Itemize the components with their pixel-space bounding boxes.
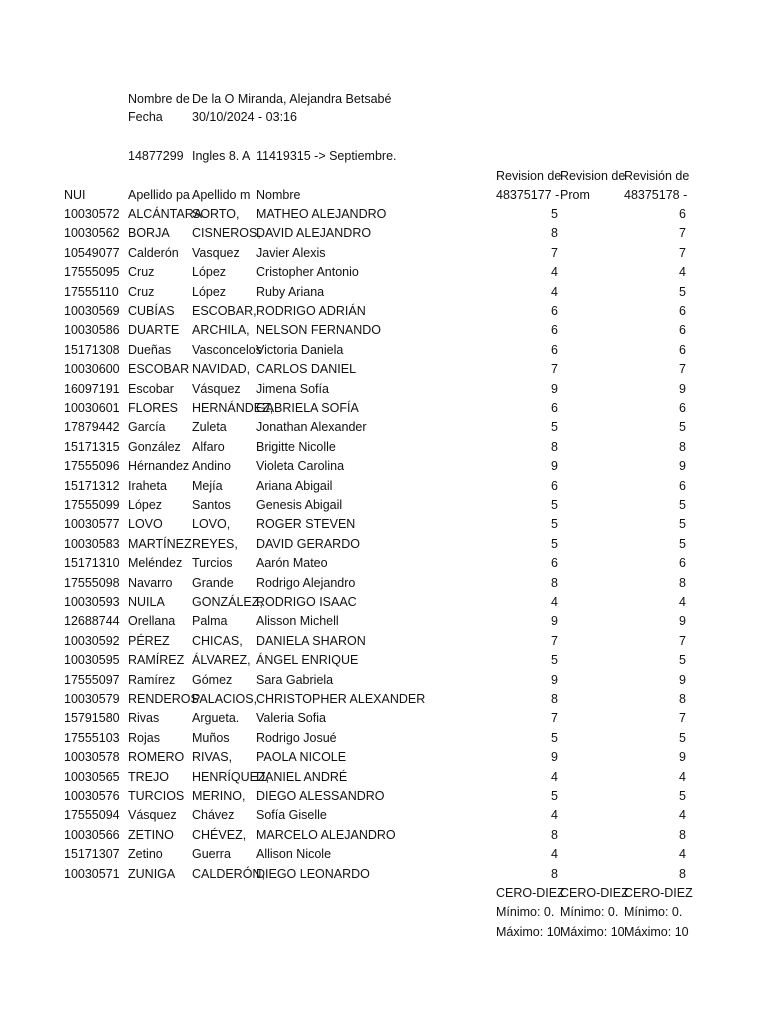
row-nombre: CHRISTOPHER ALEXANDER bbox=[256, 692, 426, 706]
row-apellido-materno: Grande bbox=[192, 576, 234, 590]
row-revision3-grade: 4 bbox=[679, 595, 686, 609]
row-revision1-grade: 4 bbox=[551, 770, 558, 784]
row-nui: 15171312 bbox=[64, 479, 120, 493]
row-prom-grade bbox=[560, 574, 622, 593]
row-prom-grade bbox=[560, 360, 622, 379]
row-apellido-materno: Argueta. bbox=[192, 711, 240, 725]
row-nui: 17555094 bbox=[64, 808, 120, 822]
minimo-1: Mínimo: 0. bbox=[496, 905, 555, 919]
row-revision1-grade: 5 bbox=[551, 207, 558, 221]
row-nui: 10030601 bbox=[64, 401, 120, 415]
row-revision3-grade: 9 bbox=[679, 614, 686, 628]
row-nui: 17555103 bbox=[64, 731, 120, 745]
row-apellido-materno: Zuleta bbox=[192, 420, 227, 434]
row-prom-grade bbox=[560, 690, 622, 709]
row-nui: 15171308 bbox=[64, 343, 120, 357]
row-revision3-grade: 6 bbox=[679, 556, 686, 570]
row-nombre: Rodrigo Alejandro bbox=[256, 576, 356, 590]
row-nui: 10030576 bbox=[64, 789, 120, 803]
row-nombre: GABRIELA SOFÍA bbox=[256, 401, 359, 415]
row-nombre: Victoria Daniela bbox=[256, 343, 344, 357]
row-apellido-paterno: ZUNIGA bbox=[128, 867, 176, 881]
row-apellido-materno: Alfaro bbox=[192, 440, 225, 454]
row-revision1-grade: 6 bbox=[551, 304, 558, 318]
row-apellido-materno: Vasconcelos bbox=[192, 343, 262, 357]
row-prom-grade bbox=[560, 515, 622, 534]
row-nui: 17879442 bbox=[64, 420, 120, 434]
row-apellido-materno: Vásquez bbox=[192, 382, 241, 396]
row-nombre: Cristopher Antonio bbox=[256, 265, 359, 279]
row-apellido-materno: Guerra bbox=[192, 847, 231, 861]
row-revision1-grade: 9 bbox=[551, 459, 558, 473]
row-apellido-paterno: Cruz bbox=[128, 265, 155, 279]
row-revision3-grade: 4 bbox=[679, 847, 686, 861]
row-revision3-grade: 5 bbox=[679, 420, 686, 434]
row-revision1-grade: 4 bbox=[551, 285, 558, 299]
row-revision3-grade: 8 bbox=[679, 692, 686, 706]
row-nui: 12688744 bbox=[64, 614, 120, 628]
row-apellido-materno: HERNÁNDEZ, bbox=[192, 401, 274, 415]
row-apellido-paterno: Ramírez bbox=[128, 673, 176, 687]
row-apellido-paterno: Navarro bbox=[128, 576, 173, 590]
row-nui: 15171307 bbox=[64, 847, 120, 861]
row-revision1-grade: 8 bbox=[551, 867, 558, 881]
row-nombre: Aarón Mateo bbox=[256, 556, 328, 570]
row-prom-grade bbox=[560, 380, 622, 399]
row-nui: 17555097 bbox=[64, 673, 120, 687]
row-apellido-paterno: González bbox=[128, 440, 181, 454]
row-revision1-grade: 6 bbox=[551, 343, 558, 357]
row-revision3-grade: 6 bbox=[679, 207, 686, 221]
row-apellido-paterno: PÉREZ bbox=[128, 634, 170, 648]
row-revision1-grade: 5 bbox=[551, 498, 558, 512]
row-apellido-materno: Turcios bbox=[192, 556, 233, 570]
row-revision1-grade: 5 bbox=[551, 537, 558, 551]
row-apellido-paterno: CUBÍAS bbox=[128, 304, 175, 318]
col-header-apellido2: Apellido m bbox=[192, 188, 251, 202]
row-revision3-grade: 9 bbox=[679, 382, 686, 396]
row-nui: 10030565 bbox=[64, 770, 120, 784]
row-revision1-grade: 5 bbox=[551, 731, 558, 745]
row-apellido-paterno: Orellana bbox=[128, 614, 176, 628]
row-nui: 10030583 bbox=[64, 537, 120, 551]
row-prom-grade bbox=[560, 729, 622, 748]
row-apellido-materno: HENRÍQUEZ, bbox=[192, 770, 270, 784]
row-prom-grade bbox=[560, 768, 622, 787]
row-apellido-materno: LOVO, bbox=[192, 517, 231, 531]
row-apellido-materno: GONZÁLEZ, bbox=[192, 595, 263, 609]
row-apellido-paterno: MARTÍNEZ bbox=[128, 537, 192, 551]
row-revision1-grade: 8 bbox=[551, 576, 558, 590]
row-revision3-grade: 5 bbox=[679, 498, 686, 512]
row-apellido-paterno: Zetino bbox=[128, 847, 163, 861]
row-apellido-paterno: Iraheta bbox=[128, 479, 167, 493]
row-revision1-grade: 4 bbox=[551, 808, 558, 822]
row-apellido-paterno: TURCIOS bbox=[128, 789, 185, 803]
minimo-3: Mínimo: 0. bbox=[624, 905, 683, 919]
row-apellido-materno: ARCHILA, bbox=[192, 323, 250, 337]
row-revision3-grade: 5 bbox=[679, 285, 686, 299]
row-nui: 17555096 bbox=[64, 459, 120, 473]
row-nui: 10030595 bbox=[64, 653, 120, 667]
row-apellido-materno: CALDERÓN, bbox=[192, 867, 265, 881]
row-apellido-materno: CISNEROS, bbox=[192, 226, 261, 240]
row-nombre: Genesis Abigail bbox=[256, 498, 343, 512]
row-nombre: RODRIGO ADRIÁN bbox=[256, 304, 366, 318]
col-header-prom: Prom bbox=[560, 188, 590, 202]
row-apellido-paterno: ESCOBAR bbox=[128, 362, 190, 376]
row-nombre: Rodrigo Josué bbox=[256, 731, 337, 745]
row-apellido-paterno: BORJA bbox=[128, 226, 170, 240]
row-prom-grade bbox=[560, 418, 622, 437]
row-apellido-materno: Gómez bbox=[192, 673, 233, 687]
fecha-label: Fecha bbox=[128, 110, 163, 124]
row-revision3-grade: 6 bbox=[679, 401, 686, 415]
row-nui: 10030593 bbox=[64, 595, 120, 609]
row-apellido-materno: López bbox=[192, 265, 227, 279]
row-nui: 10030586 bbox=[64, 323, 120, 337]
row-nui: 10030578 bbox=[64, 750, 120, 764]
col-header-revision3-id: 48375178 - bbox=[624, 188, 688, 202]
row-revision3-grade: 5 bbox=[679, 731, 686, 745]
row-nombre: NELSON FERNANDO bbox=[256, 323, 382, 337]
scale-2: CERO-DIEZ bbox=[560, 886, 629, 900]
row-nombre: RODRIGO ISAAC bbox=[256, 595, 357, 609]
row-prom-grade bbox=[560, 748, 622, 767]
row-apellido-paterno: LOVO bbox=[128, 517, 163, 531]
row-prom-grade bbox=[560, 787, 622, 806]
row-revision3-grade: 9 bbox=[679, 750, 686, 764]
row-revision3-grade: 4 bbox=[679, 265, 686, 279]
row-revision1-grade: 6 bbox=[551, 323, 558, 337]
row-revision1-grade: 9 bbox=[551, 673, 558, 687]
row-prom-grade bbox=[560, 457, 622, 476]
row-prom-grade bbox=[560, 826, 622, 845]
revision1-header: Revision de bbox=[496, 169, 562, 183]
row-apellido-paterno: García bbox=[128, 420, 166, 434]
col-header-revision1-id: 48375177 - bbox=[496, 188, 560, 202]
row-apellido-paterno: Rojas bbox=[128, 731, 160, 745]
row-apellido-materno: Andino bbox=[192, 459, 231, 473]
row-apellido-paterno: Vásquez bbox=[128, 808, 177, 822]
row-apellido-materno: ESCOBAR, bbox=[192, 304, 257, 318]
maximo-2: Máximo: 10 bbox=[560, 925, 625, 939]
row-apellido-materno: CHÉVEZ, bbox=[192, 828, 247, 842]
row-apellido-paterno: Meléndez bbox=[128, 556, 183, 570]
row-apellido-paterno: Dueñas bbox=[128, 343, 172, 357]
row-prom-grade bbox=[560, 709, 622, 728]
row-prom-grade bbox=[560, 612, 622, 631]
row-nui: 17555095 bbox=[64, 265, 120, 279]
row-nui: 10030562 bbox=[64, 226, 120, 240]
row-nui: 16097191 bbox=[64, 382, 120, 396]
row-revision3-grade: 5 bbox=[679, 653, 686, 667]
row-revision3-grade: 7 bbox=[679, 246, 686, 260]
row-prom-grade bbox=[560, 632, 622, 651]
row-nombre: Valeria Sofia bbox=[256, 711, 326, 725]
row-apellido-materno: Chávez bbox=[192, 808, 235, 822]
row-apellido-materno: SORTO, bbox=[192, 207, 240, 221]
row-apellido-materno: López bbox=[192, 285, 227, 299]
row-prom-grade bbox=[560, 283, 622, 302]
row-apellido-paterno: Hérnandez bbox=[128, 459, 190, 473]
row-nombre: Jimena Sofía bbox=[256, 382, 329, 396]
row-nombre: Alisson Michell bbox=[256, 614, 339, 628]
row-revision1-grade: 4 bbox=[551, 595, 558, 609]
row-apellido-paterno: Cruz bbox=[128, 285, 155, 299]
row-revision1-grade: 7 bbox=[551, 362, 558, 376]
row-nui: 10030600 bbox=[64, 362, 120, 376]
row-nui: 10030592 bbox=[64, 634, 120, 648]
row-apellido-materno: Vasquez bbox=[192, 246, 240, 260]
row-revision3-grade: 7 bbox=[679, 634, 686, 648]
row-nombre: PAOLA NICOLE bbox=[256, 750, 347, 764]
row-nombre: ÁNGEL ENRIQUE bbox=[256, 653, 359, 667]
row-revision1-grade: 5 bbox=[551, 517, 558, 531]
row-prom-grade bbox=[560, 244, 622, 263]
row-revision1-grade: 6 bbox=[551, 479, 558, 493]
row-nui: 15171310 bbox=[64, 556, 120, 570]
row-nui: 10030577 bbox=[64, 517, 120, 531]
row-revision1-grade: 8 bbox=[551, 440, 558, 454]
row-prom-grade bbox=[560, 302, 622, 321]
row-revision3-grade: 6 bbox=[679, 304, 686, 318]
row-nui: 10030569 bbox=[64, 304, 120, 318]
row-revision3-grade: 8 bbox=[679, 828, 686, 842]
minimo-2: Mínimo: 0. bbox=[560, 905, 619, 919]
row-revision3-grade: 6 bbox=[679, 323, 686, 337]
row-apellido-materno: Santos bbox=[192, 498, 231, 512]
row-nui: 10030571 bbox=[64, 867, 120, 881]
row-apellido-materno: MERINO, bbox=[192, 789, 246, 803]
row-nombre: DANIEL ANDRÉ bbox=[256, 770, 348, 784]
row-revision1-grade: 8 bbox=[551, 226, 558, 240]
row-revision3-grade: 4 bbox=[679, 770, 686, 784]
nombre-label: Nombre de bbox=[128, 92, 190, 106]
row-nombre: DIEGO ALESSANDRO bbox=[256, 789, 385, 803]
row-nombre: DAVID ALEJANDRO bbox=[256, 226, 372, 240]
row-nombre: Javier Alexis bbox=[256, 246, 326, 260]
row-nui: 10030572 bbox=[64, 207, 120, 221]
row-nombre: DAVID GERARDO bbox=[256, 537, 360, 551]
row-nombre: Allison Nicole bbox=[256, 847, 332, 861]
row-nombre: MARCELO ALEJANDRO bbox=[256, 828, 396, 842]
row-apellido-paterno: ROMERO bbox=[128, 750, 185, 764]
row-revision1-grade: 8 bbox=[551, 692, 558, 706]
row-revision3-grade: 6 bbox=[679, 343, 686, 357]
row-nui: 10030579 bbox=[64, 692, 120, 706]
row-nui: 10549077 bbox=[64, 246, 120, 260]
row-revision3-grade: 5 bbox=[679, 537, 686, 551]
row-revision3-grade: 7 bbox=[679, 226, 686, 240]
scale-1: CERO-DIEZ bbox=[496, 886, 565, 900]
row-revision3-grade: 9 bbox=[679, 673, 686, 687]
row-nui: 15791580 bbox=[64, 711, 120, 725]
row-nombre: CARLOS DANIEL bbox=[256, 362, 357, 376]
col-header-nui: NUI bbox=[64, 188, 86, 202]
row-revision3-grade: 7 bbox=[679, 711, 686, 725]
row-prom-grade bbox=[560, 651, 622, 670]
row-prom-grade bbox=[560, 321, 622, 340]
row-prom-grade bbox=[560, 671, 622, 690]
row-apellido-paterno: DUARTE bbox=[128, 323, 180, 337]
row-apellido-paterno: Calderón bbox=[128, 246, 179, 260]
row-prom-grade bbox=[560, 477, 622, 496]
row-nombre: Sara Gabriela bbox=[256, 673, 334, 687]
row-nombre: Jonathan Alexander bbox=[256, 420, 367, 434]
row-revision3-grade: 8 bbox=[679, 576, 686, 590]
row-prom-grade bbox=[560, 535, 622, 554]
fecha-value: 30/10/2024 - 03:16 bbox=[192, 110, 297, 124]
row-nui: 15171315 bbox=[64, 440, 120, 454]
row-revision1-grade: 5 bbox=[551, 789, 558, 803]
row-prom-grade bbox=[560, 205, 622, 224]
row-revision1-grade: 9 bbox=[551, 614, 558, 628]
row-apellido-paterno: RENDEROS bbox=[128, 692, 199, 706]
row-prom-grade bbox=[560, 263, 622, 282]
row-revision1-grade: 7 bbox=[551, 634, 558, 648]
col-header-apellido1: Apellido pa bbox=[128, 188, 190, 202]
row-apellido-materno: Muños bbox=[192, 731, 230, 745]
row-apellido-materno: NAVIDAD, bbox=[192, 362, 251, 376]
row-apellido-materno: Mejía bbox=[192, 479, 223, 493]
row-revision3-grade: 7 bbox=[679, 362, 686, 376]
maximo-1: Máximo: 10 bbox=[496, 925, 561, 939]
revision3-header: Revisión de bbox=[624, 169, 690, 183]
row-apellido-paterno: RAMÍREZ bbox=[128, 653, 185, 667]
row-nombre: ROGER STEVEN bbox=[256, 517, 356, 531]
row-prom-grade bbox=[560, 496, 622, 515]
row-nombre: Brigitte Nicolle bbox=[256, 440, 336, 454]
row-apellido-paterno: TREJO bbox=[128, 770, 169, 784]
row-revision1-grade: 7 bbox=[551, 711, 558, 725]
period: 11419315 -> Septiembre. bbox=[256, 149, 397, 163]
row-nombre: MATHEO ALEJANDRO bbox=[256, 207, 387, 221]
row-nombre: DANIELA SHARON bbox=[256, 634, 366, 648]
row-apellido-paterno: NUILA bbox=[128, 595, 165, 609]
row-revision1-grade: 5 bbox=[551, 653, 558, 667]
row-prom-grade bbox=[560, 438, 622, 457]
revision2-header: Revision de bbox=[560, 169, 626, 183]
row-revision3-grade: 5 bbox=[679, 517, 686, 531]
row-prom-grade bbox=[560, 341, 622, 360]
row-nui: 17555110 bbox=[64, 285, 119, 299]
row-revision1-grade: 4 bbox=[551, 265, 558, 279]
row-nui: 17555099 bbox=[64, 498, 120, 512]
row-nombre: Ariana Abigail bbox=[256, 479, 333, 493]
row-revision1-grade: 9 bbox=[551, 382, 558, 396]
scale-3: CERO-DIEZ bbox=[624, 886, 693, 900]
row-apellido-paterno: ZETINO bbox=[128, 828, 174, 842]
row-revision1-grade: 4 bbox=[551, 847, 558, 861]
row-prom-grade bbox=[560, 554, 622, 573]
row-apellido-materno: PALACIOS, bbox=[192, 692, 258, 706]
row-prom-grade bbox=[560, 399, 622, 418]
row-revision1-grade: 6 bbox=[551, 401, 558, 415]
row-apellido-paterno: ALCÁNTARA bbox=[128, 207, 203, 221]
row-revision3-grade: 8 bbox=[679, 867, 686, 881]
row-prom-grade bbox=[560, 224, 622, 243]
row-revision3-grade: 6 bbox=[679, 479, 686, 493]
group-code: 14877299 bbox=[128, 149, 184, 163]
row-apellido-materno: ÁLVAREZ, bbox=[192, 653, 251, 667]
nombre-value: De la O Miranda, Alejandra Betsabé bbox=[192, 92, 392, 106]
row-revision1-grade: 7 bbox=[551, 246, 558, 260]
row-apellido-paterno: Rivas bbox=[128, 711, 160, 725]
row-nombre: Sofía Giselle bbox=[256, 808, 327, 822]
group-name: Ingles 8. A bbox=[192, 149, 251, 163]
row-prom-grade bbox=[560, 845, 622, 864]
col-header-nombre: Nombre bbox=[256, 188, 301, 202]
row-revision3-grade: 5 bbox=[679, 789, 686, 803]
row-revision3-grade: 9 bbox=[679, 459, 686, 473]
row-revision3-grade: 8 bbox=[679, 440, 686, 454]
row-revision1-grade: 9 bbox=[551, 750, 558, 764]
row-revision1-grade: 8 bbox=[551, 828, 558, 842]
row-nui: 17555098 bbox=[64, 576, 120, 590]
row-apellido-materno: Palma bbox=[192, 614, 228, 628]
row-apellido-paterno: Escobar bbox=[128, 382, 174, 396]
row-revision3-grade: 4 bbox=[679, 808, 686, 822]
row-prom-grade bbox=[560, 806, 622, 825]
maximo-3: Máximo: 10 bbox=[624, 925, 689, 939]
row-nui: 10030566 bbox=[64, 828, 120, 842]
row-revision1-grade: 5 bbox=[551, 420, 558, 434]
row-prom-grade bbox=[560, 865, 622, 884]
row-apellido-materno: REYES, bbox=[192, 537, 238, 551]
row-nombre: DIEGO LEONARDO bbox=[256, 867, 370, 881]
row-apellido-materno: CHICAS, bbox=[192, 634, 243, 648]
row-prom-grade bbox=[560, 593, 622, 612]
row-apellido-paterno: FLORES bbox=[128, 401, 179, 415]
row-apellido-materno: RIVAS, bbox=[192, 750, 233, 764]
row-apellido-paterno: López bbox=[128, 498, 163, 512]
row-nombre: Ruby Ariana bbox=[256, 285, 325, 299]
row-revision1-grade: 6 bbox=[551, 556, 558, 570]
row-nombre: Violeta Carolina bbox=[256, 459, 345, 473]
